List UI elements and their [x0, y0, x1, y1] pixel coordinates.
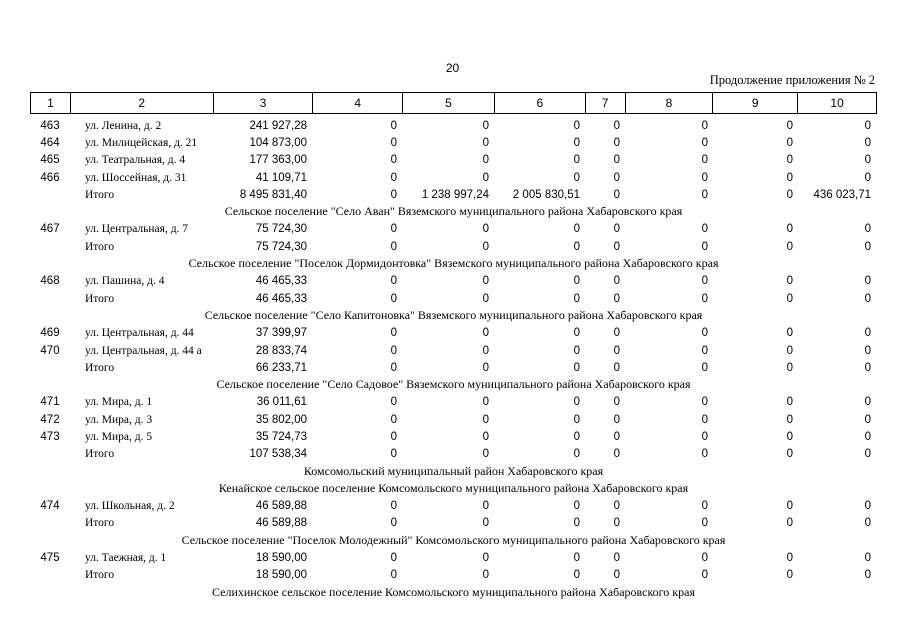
section-heading: Сельское поселение "Поселок Дормидонтовка" Вяземского муниципального района Хабаровского края: [188, 256, 719, 271]
value-cell: 46 589,88: [255, 517, 307, 530]
value-cell: 0: [390, 327, 397, 340]
value-cell: 0: [482, 344, 489, 357]
value-cell: 0: [573, 292, 580, 305]
value-cell: 0: [786, 154, 793, 167]
value-cell: 0: [701, 292, 708, 305]
address-cell: Итого: [85, 292, 115, 305]
value-cell: 0: [701, 500, 708, 513]
value-cell: 0: [390, 396, 397, 409]
value-cell: 0: [786, 327, 793, 340]
value-cell: 0: [864, 240, 871, 253]
total-row: [30, 290, 877, 307]
total-row: [30, 186, 877, 203]
column-header: 2: [71, 93, 214, 113]
address-cell: ул. Шоссейная, д. 31: [85, 171, 187, 184]
total-row: [30, 238, 877, 255]
continuation-label: Продолжение приложения № 2: [709, 73, 875, 87]
total-row: [30, 567, 877, 584]
value-cell: 0: [613, 154, 620, 167]
value-cell: 0: [482, 136, 489, 149]
value-cell: 0: [613, 136, 620, 149]
total-row: [30, 515, 877, 532]
value-cell: 0: [864, 448, 871, 461]
value-cell: 0: [613, 240, 620, 253]
value-cell: 0: [786, 430, 793, 443]
value-cell: 0: [701, 430, 708, 443]
value-cell: 0: [482, 171, 489, 184]
value-cell: 0: [613, 430, 620, 443]
value-cell: 0: [482, 361, 489, 374]
address-cell: Итого: [85, 517, 115, 530]
value-cell: 0: [786, 569, 793, 582]
value-cell: 0: [864, 171, 871, 184]
total-row: [30, 359, 877, 376]
value-cell: 0: [701, 344, 708, 357]
value-cell: 0: [786, 136, 793, 149]
value-cell: 0: [573, 171, 580, 184]
table-row: [30, 325, 877, 342]
value-cell: 0: [482, 430, 489, 443]
address-cell: ул. Школьная, д. 2: [85, 500, 175, 513]
value-cell: 0: [482, 552, 489, 565]
value-cell: 0: [573, 154, 580, 167]
value-cell: 18 590,00: [255, 552, 307, 565]
value-cell: 0: [482, 154, 489, 167]
value-cell: 0: [701, 188, 708, 201]
value-cell: 66 233,71: [255, 361, 307, 374]
value-cell: 75 724,30: [255, 240, 307, 253]
value-cell: 0: [701, 448, 708, 461]
value-cell: 0: [613, 361, 620, 374]
address-cell: ул. Таежная, д. 1: [85, 552, 167, 565]
value-cell: 0: [573, 569, 580, 582]
value-cell: 0: [786, 448, 793, 461]
value-cell: 0: [613, 396, 620, 409]
row-number: 471: [40, 396, 60, 409]
value-cell: 0: [613, 119, 620, 132]
value-cell: 0: [701, 136, 708, 149]
value-cell: 0: [701, 223, 708, 236]
value-cell: 0: [864, 396, 871, 409]
value-cell: 0: [482, 119, 489, 132]
value-cell: 0: [390, 188, 397, 201]
value-cell: 0: [786, 361, 793, 374]
value-cell: 0: [786, 344, 793, 357]
value-cell: 46 465,33: [255, 275, 307, 288]
value-cell: 0: [786, 240, 793, 253]
table-header: [30, 92, 877, 114]
value-cell: 75 724,30: [255, 223, 307, 236]
section-heading: Селихинское сельское поселение Комсомольского муниципального района Хабаровского края: [212, 585, 695, 600]
value-cell: 0: [864, 223, 871, 236]
section-heading: Комсомольский муниципальный район Хабаровского края: [303, 463, 604, 478]
value-cell: 0: [701, 361, 708, 374]
value-cell: 0: [390, 517, 397, 530]
address-cell: Итого: [85, 240, 115, 253]
value-cell: 0: [573, 430, 580, 443]
value-cell: 0: [701, 552, 708, 565]
page-number: 20: [445, 61, 460, 75]
value-cell: 18 590,00: [255, 569, 307, 582]
address-cell: ул. Ленина, д. 2: [85, 119, 162, 132]
value-cell: 0: [864, 119, 871, 132]
column-header: 9: [713, 93, 798, 113]
value-cell: 0: [786, 223, 793, 236]
value-cell: 0: [701, 327, 708, 340]
value-cell: 0: [864, 136, 871, 149]
row-number: 466: [40, 171, 60, 184]
value-cell: 0: [864, 552, 871, 565]
table-row: [30, 394, 877, 411]
address-cell: ул. Пашина, д. 4: [85, 275, 165, 288]
table-row: [30, 169, 877, 186]
value-cell: 0: [573, 517, 580, 530]
table-row: [30, 411, 877, 428]
row-number: 470: [40, 344, 60, 357]
value-cell: 46 589,88: [255, 500, 307, 513]
value-cell: 0: [390, 552, 397, 565]
value-cell: 46 465,33: [255, 292, 307, 305]
address-cell: ул. Мира, д. 1: [85, 396, 153, 409]
value-cell: 0: [701, 171, 708, 184]
value-cell: 0: [390, 448, 397, 461]
value-cell: 0: [613, 500, 620, 513]
value-cell: 37 399,97: [255, 327, 307, 340]
value-cell: 0: [786, 413, 793, 426]
value-cell: 0: [390, 223, 397, 236]
table-row: [30, 273, 877, 290]
value-cell: 0: [613, 188, 620, 201]
value-cell: 0: [390, 136, 397, 149]
address-cell: Итого: [85, 188, 115, 201]
section-heading: Сельское поселение "Поселок Молодежный" Комсомольского муниципального района Хабаровского края: [181, 533, 726, 548]
value-cell: 0: [390, 275, 397, 288]
value-cell: 0: [864, 275, 871, 288]
column-header: 7: [586, 93, 626, 113]
value-cell: 2 005 830,51: [512, 188, 580, 201]
value-cell: 0: [573, 448, 580, 461]
value-cell: 0: [864, 292, 871, 305]
row-number: 473: [40, 430, 60, 443]
row-number: 463: [40, 119, 60, 132]
row-number: 475: [40, 552, 60, 565]
value-cell: 0: [786, 188, 793, 201]
address-cell: ул. Центральная, д. 7: [85, 223, 189, 236]
value-cell: 0: [573, 275, 580, 288]
value-cell: 0: [701, 413, 708, 426]
value-cell: 0: [786, 171, 793, 184]
value-cell: 0: [864, 517, 871, 530]
table-row: [30, 117, 877, 134]
column-header: 5: [403, 93, 495, 113]
column-header: 8: [626, 93, 714, 113]
value-cell: 1 238 997,24: [421, 188, 489, 201]
address-cell: ул. Центральная, д. 44 а: [85, 344, 202, 357]
value-cell: 0: [573, 327, 580, 340]
column-header: 4: [313, 93, 403, 113]
value-cell: 0: [613, 552, 620, 565]
value-cell: 0: [573, 396, 580, 409]
row-number: 469: [40, 327, 60, 340]
section-heading: Сельское поселение "Село Аван" Вяземского муниципального района Хабаровского края: [224, 204, 683, 219]
value-cell: 0: [390, 119, 397, 132]
value-cell: 0: [573, 240, 580, 253]
value-cell: 36 011,61: [256, 396, 307, 409]
value-cell: 0: [390, 361, 397, 374]
value-cell: 0: [613, 344, 620, 357]
column-header: 10: [830, 96, 844, 110]
table-row: [30, 549, 877, 566]
section-heading: Сельское поселение "Село Садовое" Вяземского муниципального района Хабаровского края: [216, 377, 691, 392]
value-cell: 0: [482, 517, 489, 530]
value-cell: 0: [482, 569, 489, 582]
value-cell: 0: [390, 240, 397, 253]
value-cell: 28 833,74: [255, 344, 307, 357]
table-row: [30, 342, 877, 359]
value-cell: 0: [482, 223, 489, 236]
value-cell: 0: [613, 275, 620, 288]
column-header: 6: [495, 93, 586, 113]
value-cell: 0: [701, 517, 708, 530]
value-cell: 0: [482, 396, 489, 409]
row-number: 467: [40, 223, 60, 236]
value-cell: 0: [864, 569, 871, 582]
value-cell: 0: [390, 171, 397, 184]
value-cell: 0: [573, 552, 580, 565]
address-cell: Итого: [85, 569, 115, 582]
value-cell: 0: [390, 344, 397, 357]
value-cell: 8 495 831,40: [239, 188, 307, 201]
value-cell: 0: [613, 413, 620, 426]
value-cell: 0: [613, 171, 620, 184]
table-row: [30, 428, 877, 445]
table-row: [30, 134, 877, 151]
address-cell: ул. Театральная, д. 4: [85, 154, 186, 167]
row-number: 465: [40, 154, 60, 167]
value-cell: 0: [613, 223, 620, 236]
value-cell: 0: [701, 240, 708, 253]
address-cell: ул. Центральная, д. 44: [85, 327, 194, 340]
value-cell: 0: [864, 413, 871, 426]
value-cell: 35 724,73: [255, 430, 307, 443]
value-cell: 0: [573, 119, 580, 132]
value-cell: 0: [864, 430, 871, 443]
value-cell: 0: [786, 292, 793, 305]
address-cell: Итого: [85, 361, 115, 374]
value-cell: 0: [701, 569, 708, 582]
value-cell: 0: [864, 327, 871, 340]
value-cell: 35 802,00: [255, 413, 307, 426]
value-cell: 0: [573, 223, 580, 236]
address-cell: ул. Мира, д. 3: [85, 413, 153, 426]
value-cell: 0: [482, 240, 489, 253]
value-cell: 0: [613, 517, 620, 530]
value-cell: 0: [482, 292, 489, 305]
value-cell: 0: [864, 361, 871, 374]
value-cell: 0: [786, 396, 793, 409]
value-cell: 0: [573, 361, 580, 374]
table-row: [30, 498, 877, 515]
section-heading: Сельское поселение "Село Капитоновка" Вяземского муниципального района Хабаровского края: [204, 308, 703, 323]
value-cell: 0: [613, 448, 620, 461]
value-cell: 0: [701, 396, 708, 409]
value-cell: 0: [482, 413, 489, 426]
value-cell: 0: [573, 344, 580, 357]
value-cell: 0: [786, 517, 793, 530]
row-number: 474: [40, 500, 60, 513]
value-cell: 0: [390, 292, 397, 305]
value-cell: 0: [786, 119, 793, 132]
row-number: 468: [40, 275, 60, 288]
value-cell: 0: [390, 500, 397, 513]
value-cell: 436 023,71: [813, 188, 871, 201]
address-cell: Итого: [85, 448, 115, 461]
value-cell: 0: [701, 154, 708, 167]
table-row: [30, 152, 877, 169]
value-cell: 0: [786, 500, 793, 513]
value-cell: 0: [613, 327, 620, 340]
value-cell: 0: [613, 569, 620, 582]
value-cell: 0: [390, 413, 397, 426]
address-cell: ул. Мира, д. 5: [85, 430, 153, 443]
value-cell: 104 873,00: [249, 136, 307, 149]
value-cell: 0: [390, 430, 397, 443]
value-cell: 0: [482, 275, 489, 288]
value-cell: 241 927,28: [249, 119, 307, 132]
value-cell: 0: [701, 119, 708, 132]
value-cell: 177 363,00: [249, 154, 307, 167]
value-cell: 0: [864, 344, 871, 357]
value-cell: 0: [573, 413, 580, 426]
value-cell: 107 538,34: [249, 448, 307, 461]
address-cell: ул. Милицейская, д. 21: [85, 136, 198, 149]
value-cell: 0: [786, 275, 793, 288]
value-cell: 0: [390, 569, 397, 582]
value-cell: 0: [613, 292, 620, 305]
row-number: 472: [40, 413, 60, 426]
column-header: 3: [214, 93, 314, 113]
column-header: 1: [31, 93, 71, 113]
value-cell: 0: [864, 500, 871, 513]
value-cell: 0: [864, 154, 871, 167]
value-cell: 0: [573, 500, 580, 513]
section-heading: Кенайское сельское поселение Комсомольского муниципального района Хабаровского края: [218, 481, 689, 496]
total-row: [30, 446, 877, 463]
value-cell: 0: [482, 448, 489, 461]
table-body: [30, 117, 877, 601]
value-cell: 41 109,71: [255, 171, 307, 184]
value-cell: 0: [701, 275, 708, 288]
table-row: [30, 221, 877, 238]
value-cell: 0: [573, 136, 580, 149]
value-cell: 0: [390, 154, 397, 167]
row-number: 464: [40, 136, 60, 149]
value-cell: 0: [786, 552, 793, 565]
value-cell: 0: [482, 500, 489, 513]
value-cell: 0: [482, 327, 489, 340]
